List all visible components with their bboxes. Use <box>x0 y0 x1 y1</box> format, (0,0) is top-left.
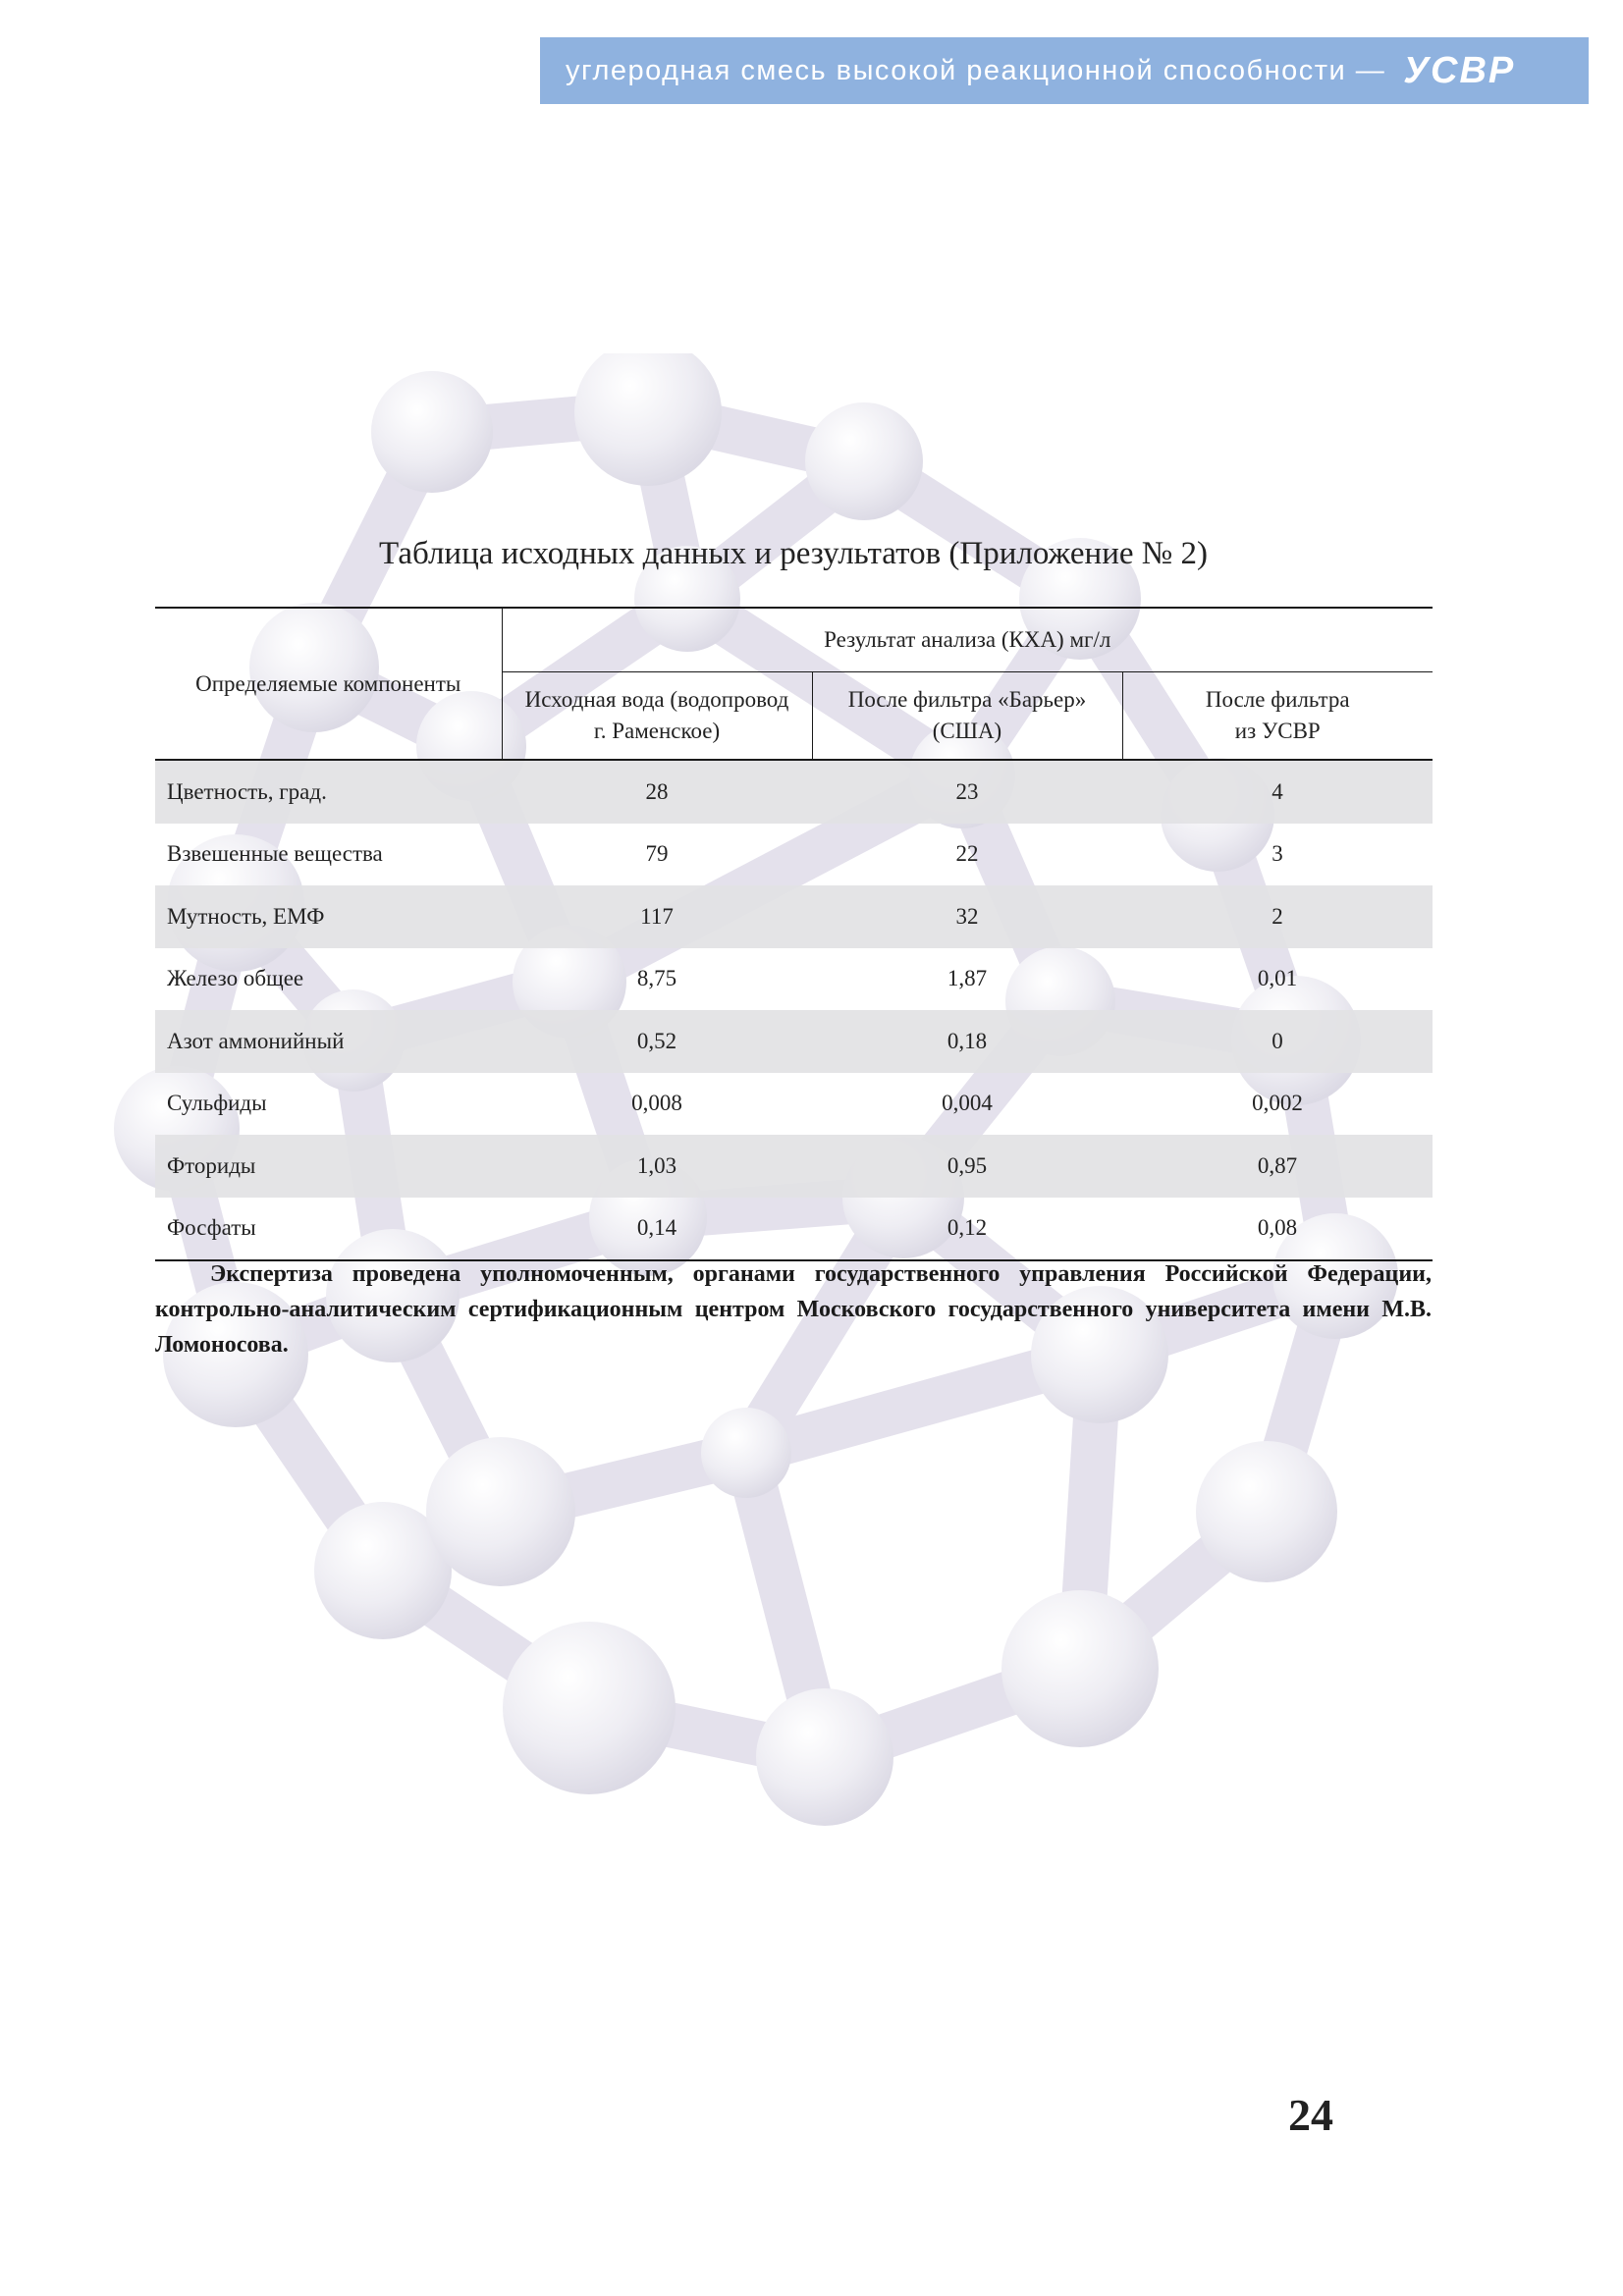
table-cell: 0,004 <box>942 1091 993 1116</box>
table-row <box>155 885 1433 948</box>
table-cell: 22 <box>955 841 979 867</box>
table-cell: 0,008 <box>631 1091 682 1116</box>
row-label: Мутность, ЕМФ <box>155 885 502 948</box>
table-row <box>155 1073 1433 1136</box>
table-cell: 8,75 <box>636 966 677 991</box>
table-cell: 1,87 <box>947 966 988 991</box>
table-cell: 3 <box>1271 841 1283 867</box>
row-label: Фосфаты <box>155 1198 502 1261</box>
table-row <box>155 1135 1433 1198</box>
table-cell: 0,18 <box>812 1010 1122 1073</box>
component-column-header: Определяемые компоненты <box>155 608 502 760</box>
table-cell: 0 <box>1122 1010 1433 1073</box>
table-cell: 0,95 <box>812 1135 1122 1198</box>
table-cell: 32 <box>812 885 1122 948</box>
table-cell: 28 <box>502 760 812 824</box>
row-label: Взвешенные вещества <box>167 841 383 867</box>
table-cell: 0,14 <box>502 1198 812 1261</box>
table-cell: 79 <box>645 841 669 867</box>
row-label: Азот аммонийный <box>155 1010 502 1073</box>
table-cell: 23 <box>812 760 1122 824</box>
table-cell: 2 <box>1122 885 1433 948</box>
row-label: Железо общее <box>167 966 304 991</box>
analysis-result-header: Результат анализа (КХА) мг/л <box>502 608 1433 672</box>
table-row <box>155 1010 1433 1073</box>
column-header-barrier-filter: После фильтра «Барьер» (США) <box>812 672 1122 761</box>
results-table <box>155 607 1433 1261</box>
row-label: Сульфиды <box>167 1091 267 1116</box>
table-row <box>155 760 1433 824</box>
table-cell: 0,87 <box>1122 1135 1433 1198</box>
table-cell: 1,03 <box>502 1135 812 1198</box>
header-brand: УСВР <box>1403 49 1516 91</box>
page-number: 24 <box>1288 2090 1333 2140</box>
column-header-source-water: Исходная вода (водопровод г. Раменское) <box>502 672 812 761</box>
row-label: Фториды <box>155 1135 502 1198</box>
table-row <box>155 1198 1433 1261</box>
column-header-usvr-filter: После фильтра из УСВР <box>1122 672 1433 761</box>
header-tagline: углеродная смесь высокой реакционной способности — <box>566 54 1386 86</box>
expertise-footnote: Экспертиза проведена уполномоченным, органами государственного управления Российской Федерации, контрольно-аналитическим сертификационным центром Московского государственного университета имени М.В. Ломоносова. <box>155 1261 1432 1358</box>
table-cell: 0,002 <box>1252 1091 1303 1116</box>
table-row <box>155 824 1433 886</box>
table-cell: 4 <box>1122 760 1433 824</box>
header-banner <box>540 37 1589 104</box>
table-cell: 117 <box>502 885 812 948</box>
table-cell: 0,08 <box>1122 1198 1433 1261</box>
table-cell: 0,01 <box>1257 966 1298 991</box>
table-cell: 0,12 <box>812 1198 1122 1261</box>
table-row <box>155 948 1433 1011</box>
table-title: Таблица исходных данных и результатов (Приложение № 2) <box>379 536 1208 571</box>
table-cell: 0,52 <box>502 1010 812 1073</box>
row-label: Цветность, град. <box>155 760 502 824</box>
